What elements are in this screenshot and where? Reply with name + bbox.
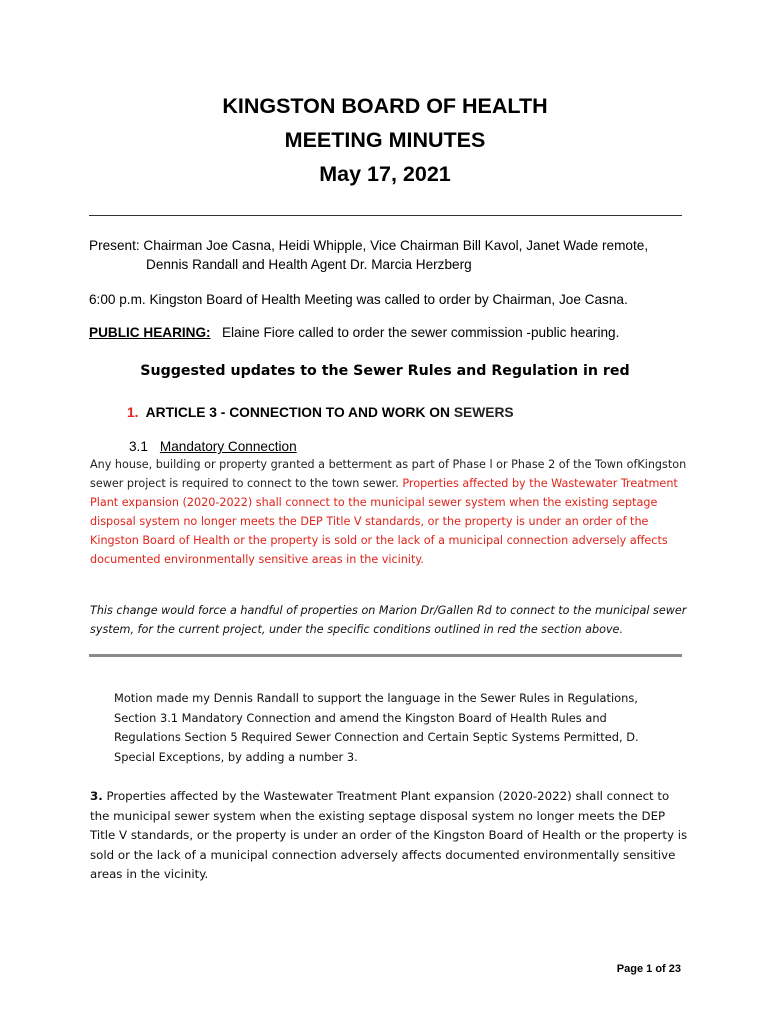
italic-note: This change would force a handful of properties on Marion Dr/Gallen Rd to connect to the municipal sewer system, for the current project, under the specific conditions outlined in red the section above. [90,604,687,636]
document-title [0,89,770,191]
section-body-red: Properties affected by the Wastewater Treatment Plant expansion (2020-2022) shall connect to the municipal sewer system when the existing septage disposal system no longer meets the DEP Title V standards, or the property is under an order of the Kingston Board of Health or the property is sold or the lack of a municipal connection adversely affects documented environmentally sensitive areas in the vicinity. [90,477,678,566]
article-number: 1. [127,405,139,420]
middle-divider [89,654,682,657]
page-number: Page 1 of 23 [616,963,681,975]
title-line-board: KINGSTON BOARD OF HEALTH [222,94,548,118]
article-heading [127,403,514,423]
section-number: 3.1 [129,439,148,454]
article-title-end: SEWERS [453,405,514,420]
section-label: Mandatory Connection [159,439,297,454]
public-hearing-text: Elaine Fiore called to order the sewer commission -public hearing. [221,325,620,340]
call-to-order: 6:00 p.m. Kingston Board of Health Meeting was called to order by Chairman, Joe Casna. [89,292,628,307]
item-3-text: Properties affected by the Wastewater Treatment Plant expansion (2020-2022) shall connect to the municipal sewer system when the existing septage disposal system no longer meets the DEP Title V standards, or the property is under an order of the Kingston Board of Health or the property is sold or the lack of a municipal connection adversely affects documented environmentally sensitive areas in the vicinity. [90,789,688,881]
section-body [90,455,690,569]
public-hearing-paragraph [89,323,619,342]
item-3-paragraph [90,787,690,885]
suggested-updates-heading: Suggested updates to the Sewer Rules and Regulation in red [140,363,630,379]
motion-paragraph: Motion made my Dennis Randall to support the language in the Sewer Rules in Regulations, Section 3.1 Mandatory Connection and amend the Kingston Board of Health Rules and Regulations Section 5 Required Sewer Connection and Certain Septic Systems Permitted, D. Special Exceptions, by adding a number 3. [114,691,639,764]
attendance-paragraph [89,236,648,274]
public-hearing-label: PUBLIC HEARING: [89,325,211,340]
section-heading [129,437,297,456]
attendance-line-1: Present: Chairman Joe Casna, Heidi Whipple, Vice Chairman Bill Kavol, Janet Wade remote, [89,238,649,253]
title-line-minutes: MEETING MINUTES [284,128,486,152]
attendance-line-2: Dennis Randall and Health Agent Dr. Marcia Herzberg [146,257,472,272]
section-body-black: Any house, building or property granted a betterment as part of Phase l or Phase 2 of the Town ofKingston sewer project is required to connect to the town sewer. [90,458,687,490]
top-divider [89,215,682,216]
title-line-date: May 17, 2021 [319,162,451,186]
article-title-main: ARTICLE 3 - CONNECTION TO AND WORK ON [145,405,450,420]
item-3-number: 3. [90,789,103,803]
